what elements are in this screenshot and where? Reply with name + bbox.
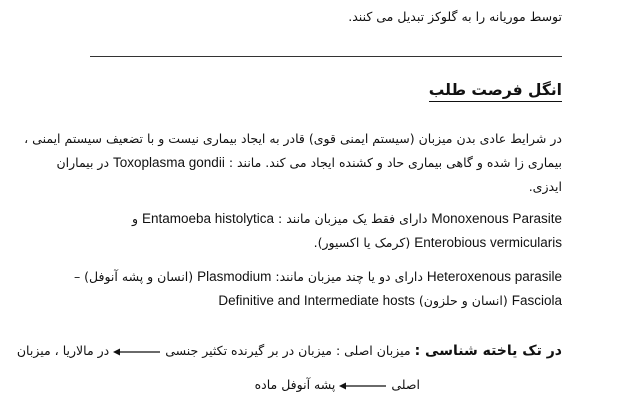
paragraph1-line2-text: بیماری زا شده و گاهی بیماری حاد و کشنده ایجاد می کند. مانند :	[228, 155, 562, 170]
paragraph1-line1: در شرایط عادی بدن میزبان (سیستم ایمنی قوی) قادر به ایجاد بیماری نیست و با تضعیف سیستم ایمنی ،	[24, 131, 562, 146]
paragraph1-line2	[56, 154, 562, 172]
monoxenous-conj: و	[131, 211, 138, 226]
monoxenous-line2	[90, 234, 562, 252]
cell-biology-line2	[90, 376, 420, 394]
fasciola-note: (انسان و حلزون)	[418, 293, 508, 308]
arrow-left-icon	[339, 381, 387, 391]
top-line: توسط موریانه را به گلوکز تبدیل می کنند.	[348, 9, 562, 24]
arrow-left-icon	[113, 347, 161, 357]
fasciola-term: Fasciola	[511, 293, 562, 308]
heteroxenous-term: Heteroxenous parasile	[426, 269, 562, 284]
plasmodium-note: (انسان و پشه آنوفل) –	[73, 269, 194, 284]
paragraph1-line2-tail: در بیماران	[56, 155, 110, 170]
cell-biology-line2-end: پشه آنوفل ماده	[254, 377, 336, 392]
section-heading: انگل فرصت طلب	[429, 80, 562, 102]
enterobious-note: (کرمک یا اکسیور).	[313, 235, 411, 250]
heteroxenous-line1	[73, 268, 562, 286]
cell-biology-line2-start: اصلی	[391, 377, 420, 392]
heteroxenous-desc: دارای دو یا چند میزبان مانند:	[275, 269, 423, 284]
cell-biology-line1	[16, 342, 562, 360]
monoxenous-line1	[90, 210, 562, 228]
plasmodium-term: Plasmodium	[197, 269, 272, 284]
section-divider	[90, 56, 562, 57]
hosts-label: Definitive and Intermediate hosts	[218, 293, 415, 308]
enterobious-term: Enterobious vermicularis	[414, 235, 562, 250]
entamoeba-term: Entamoeba histolytica	[141, 211, 275, 226]
monoxenous-desc: دارای فقط یک میزبان مانند :	[278, 211, 428, 226]
paragraph1-line3: ایدزی.	[528, 179, 562, 194]
cell-biology-label: در تک یاخته شناسی :	[414, 343, 562, 359]
monoxenous-term: Monoxenous Parasite	[431, 211, 562, 226]
cell-biology-text2: در مالاریا ، میزبان	[16, 343, 110, 358]
heteroxenous-line2	[90, 292, 562, 310]
cell-biology-text1: میزبان اصلی : میزبان در بر گیرنده تکثیر جنسی	[165, 343, 411, 358]
toxoplasma-term: Toxoplasma gondii	[113, 155, 225, 170]
